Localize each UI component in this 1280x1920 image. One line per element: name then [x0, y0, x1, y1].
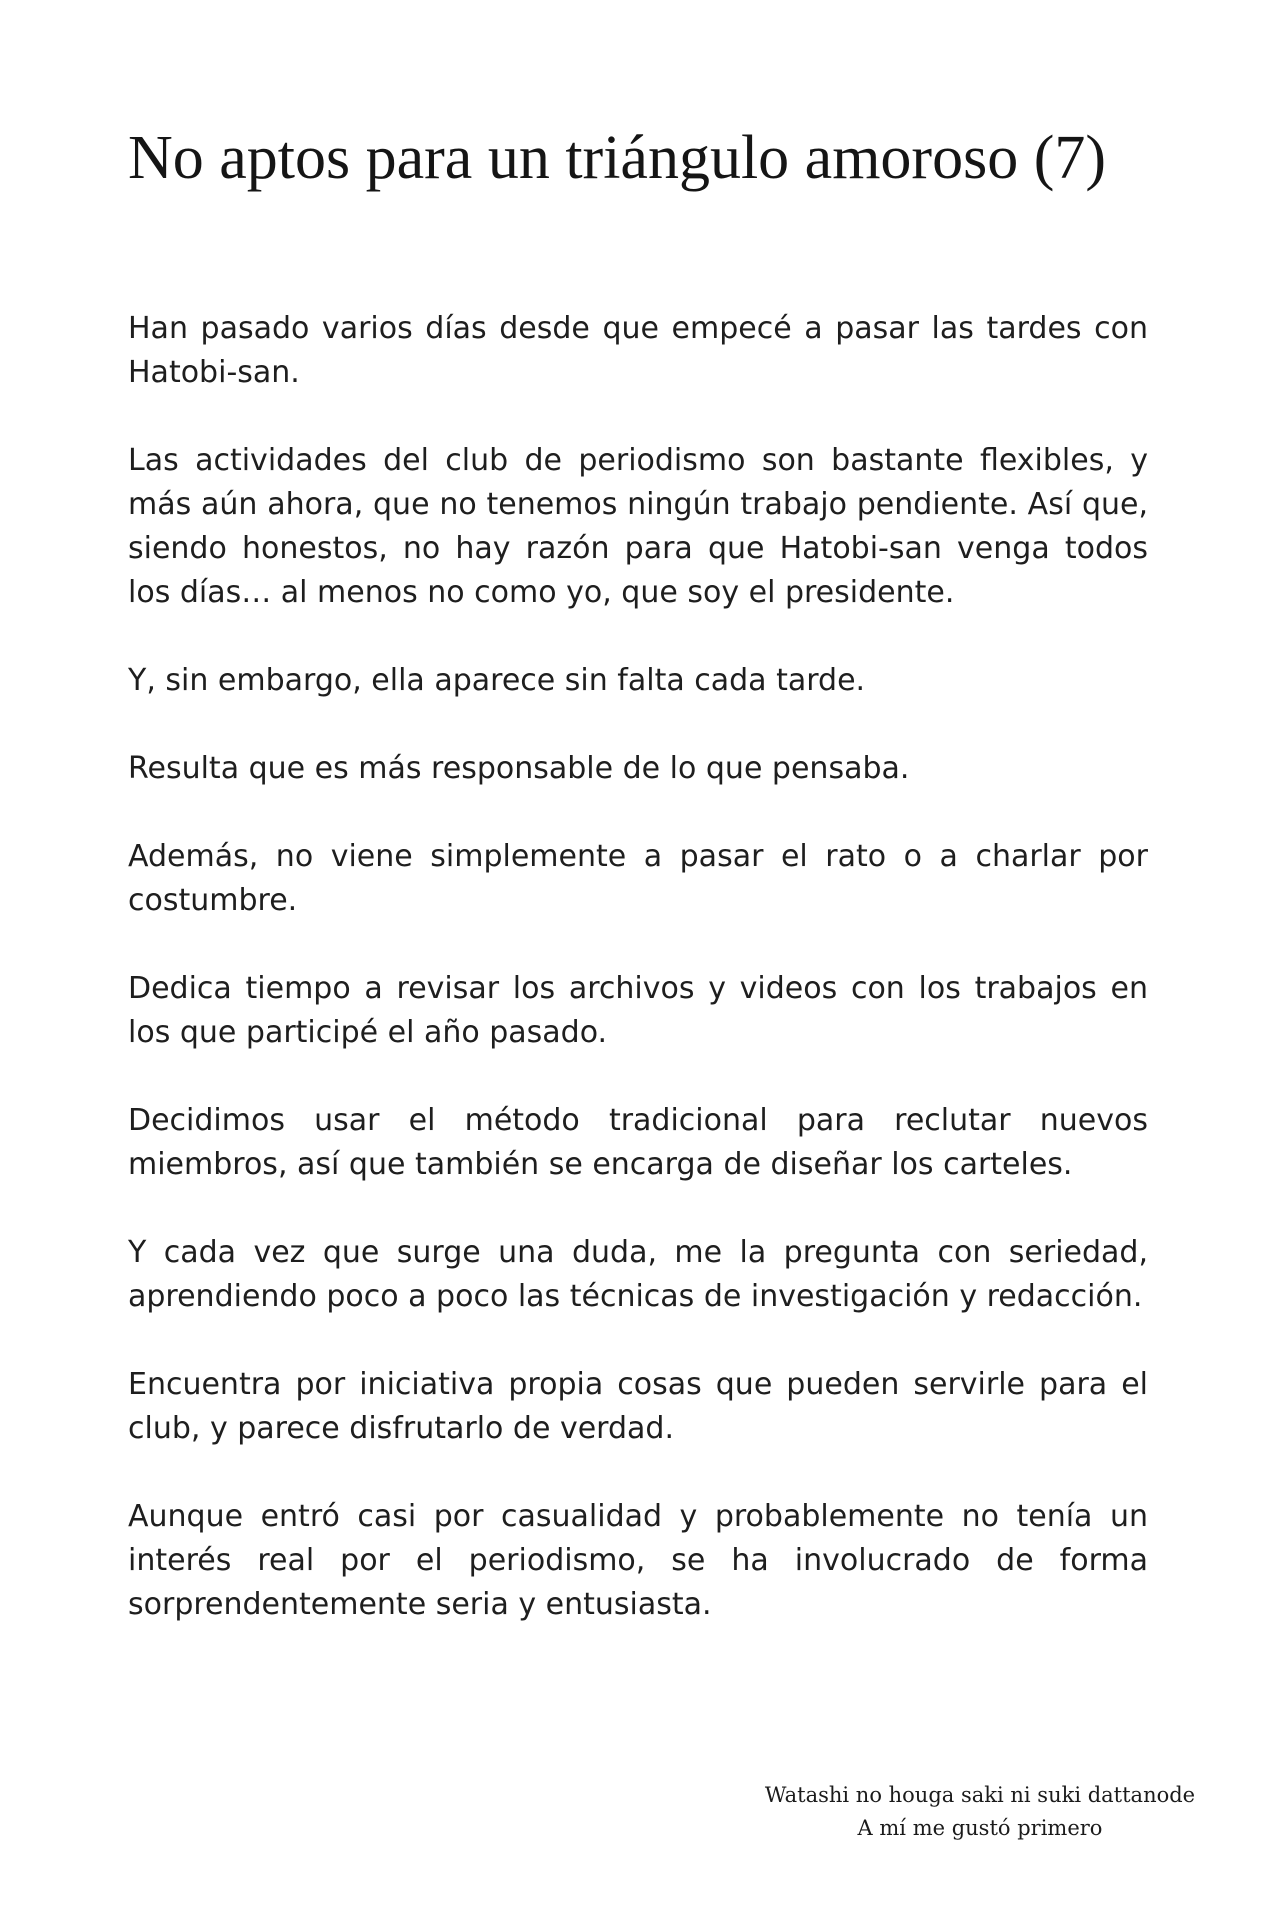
- paragraph: Han pasado varios días desde que empecé a pasar las tardes con Hatobi-san.: [128, 311, 1148, 390]
- paragraph: Encuentra por iniciativa propia cosas que pueden servirle para el club, y parece disfrutarlo de verdad.: [128, 1367, 1148, 1446]
- chapter-body: [128, 307, 1148, 1627]
- paragraph: Y cada vez que surge una duda, me la pregunta con seriedad, aprendiendo poco a poco las técnicas de investigación y redacción.: [128, 1235, 1148, 1314]
- paragraph: Dedica tiempo a revisar los archivos y videos con los trabajos en los que participé el año pasado.: [128, 971, 1148, 1050]
- series-original-title: Watashi no houga saki ni suki dattanode: [764, 1783, 1196, 1807]
- paragraph: Y, sin embargo, ella aparece sin falta cada tarde.: [128, 663, 866, 698]
- paragraph: Decidimos usar el método tradicional para reclutar nuevos miembros, así que también se encarga de diseñar los carteles.: [128, 1103, 1148, 1182]
- series-footer: [740, 1779, 1220, 1845]
- paragraph: Aunque entró casi por casualidad y probablemente no tenía un interés real por el periodismo, se ha involucrado de forma sorprendentemente seria y entusiasta.: [128, 1499, 1148, 1622]
- paragraph: Resulta que es más responsable de lo que pensaba.: [128, 751, 910, 786]
- paragraph: Además, no viene simplemente a pasar el rato o a charlar por costumbre.: [128, 839, 1148, 918]
- chapter-title: No aptos para un triángulo amoroso (7): [128, 124, 1106, 192]
- series-translated-title: A mí me gustó primero: [857, 1816, 1103, 1840]
- paragraph: Las actividades del club de periodismo son bastante flexibles, y más aún ahora, que no tenemos ningún trabajo pendiente. Así que, siendo honestos, no hay razón para que Hatobi-san venga todos los días… al menos no como yo, que soy el presidente.: [128, 443, 1148, 610]
